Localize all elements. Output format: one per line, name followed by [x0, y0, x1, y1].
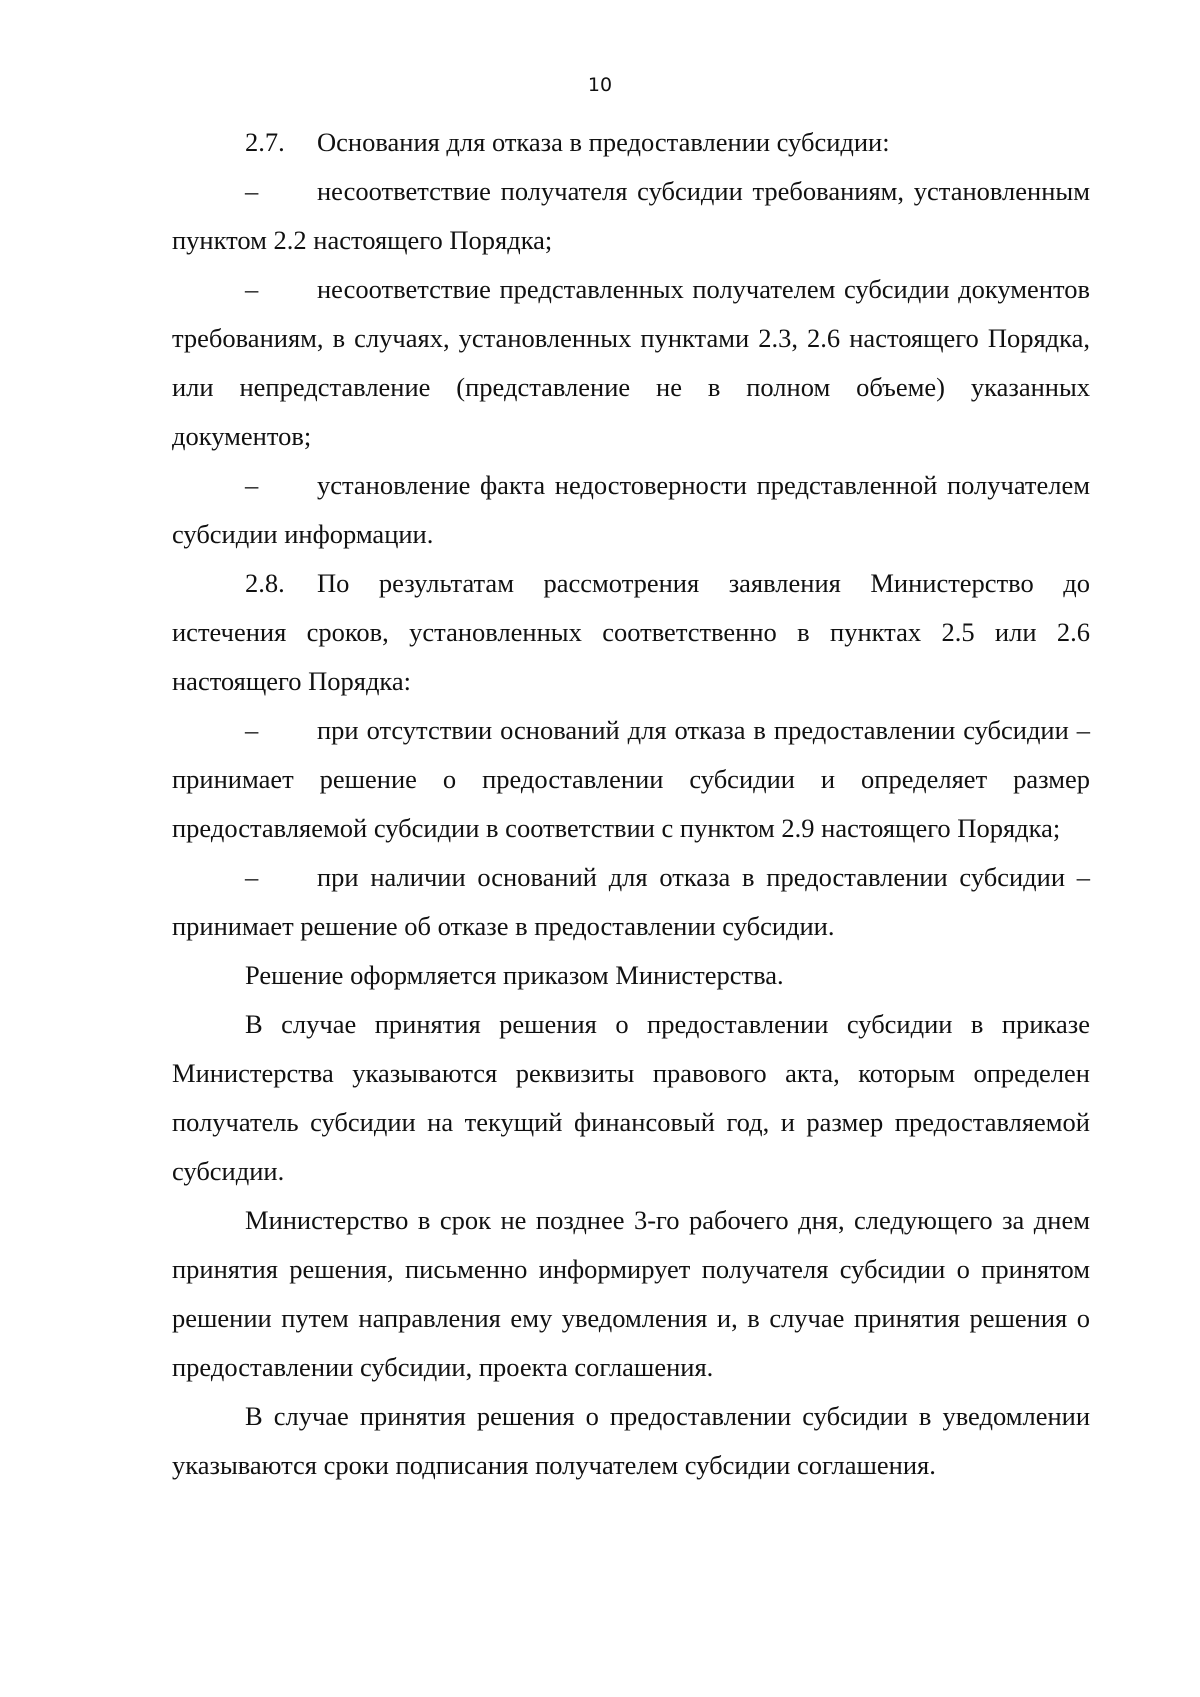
section-2-7-label: 2.7.	[245, 127, 285, 157]
section-2-8	[172, 559, 1090, 706]
list-item-text: при наличии оснований для отказа в предоставлении субсидии – принимает решение об отказе в предоставлении субсидии.	[172, 862, 1090, 941]
paragraph: В случае принятия решения о предоставлении субсидии в приказе Министерства указываются реквизиты правового акта, которым определен получатель субсидии на текущий финансовый год, и размер предоставляемой субсидии.	[172, 1009, 1090, 1186]
dash-marker: –	[245, 176, 259, 206]
section-2-7	[172, 118, 1090, 167]
paragraph: Решение оформляется приказом Министерства.	[245, 960, 784, 990]
list-item	[172, 706, 1090, 853]
list-item	[172, 461, 1090, 559]
page-number: 10	[587, 74, 613, 96]
dash-marker: –	[245, 470, 259, 500]
list-item	[172, 167, 1090, 265]
paragraph: В случае принятия решения о предоставлении субсидии в уведомлении указываются сроки подписания получателем субсидии соглашения.	[172, 1401, 1090, 1480]
list-item-text: несоответствие представленных получателем субсидии документов требованиям, в случаях, установленных пунктами 2.3, 2.6 настоящего Порядка, или непредставление (представление не в полном объеме) указанных документов;	[172, 274, 1090, 451]
dash-marker: –	[245, 862, 259, 892]
section-2-8-label: 2.8.	[245, 568, 285, 598]
dash-marker: –	[245, 274, 259, 304]
document-body	[172, 118, 1090, 1490]
dash-marker: –	[245, 715, 259, 745]
list-item	[172, 265, 1090, 461]
list-item-text: установление факта недостоверности представленной получателем субсидии информации.	[172, 470, 1090, 549]
list-item-text: несоответствие получателя субсидии требованиям, установленным пунктом 2.2 настоящего Порядка;	[172, 176, 1090, 255]
list-item-text: при отсутствии оснований для отказа в предоставлении субсидии – принимает решение о предоставлении субсидии и определяет размер предоставляемой субсидии в соответствии с пунктом 2.9 настоящего Порядка;	[172, 715, 1090, 843]
section-2-8-text: По результатам рассмотрения заявления Министерство до истечения сроков, установленных соответственно в пунктах 2.5 или 2.6 настоящего Порядка:	[172, 568, 1090, 696]
paragraph: Министерство в срок не позднее 3-го рабочего дня, следующего за днем принятия решения, письменно информирует получателя субсидии о принятом решении путем направления ему уведомления и, в случае принятия решения о предоставлении субсидии, проекта соглашения.	[172, 1205, 1090, 1382]
list-item	[172, 853, 1090, 951]
section-2-7-text: Основания для отказа в предоставлении субсидии:	[317, 127, 890, 157]
